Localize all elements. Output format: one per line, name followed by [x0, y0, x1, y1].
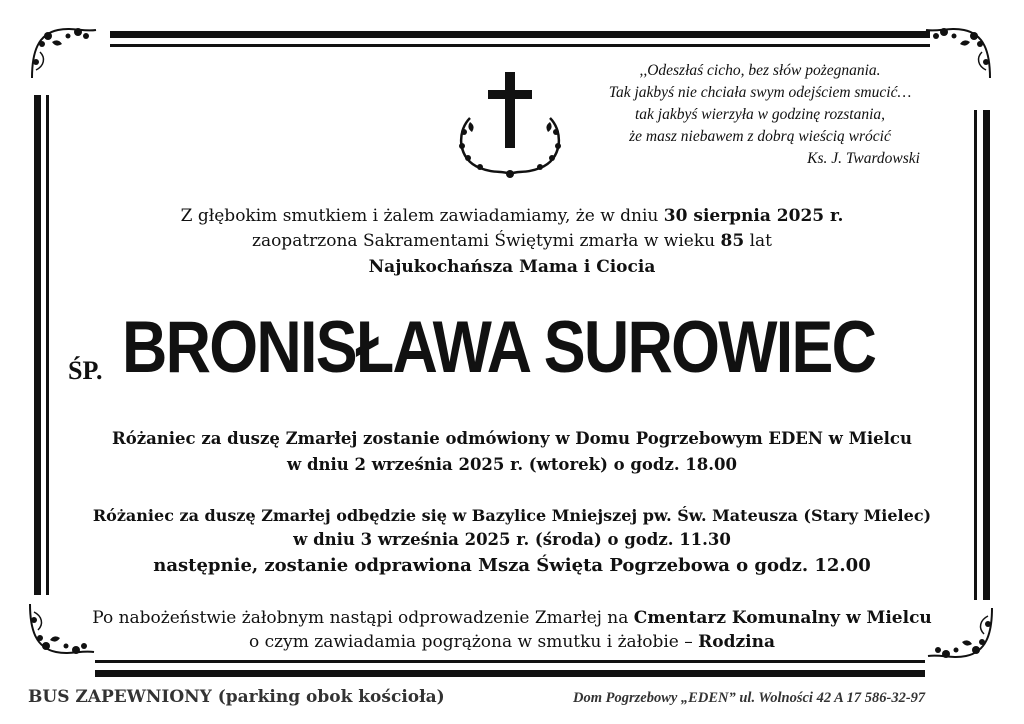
frame-right-thin	[974, 110, 977, 600]
poem-line: że masz niebawem z dobrą wieścią wrócić	[629, 128, 891, 145]
poem	[560, 60, 960, 170]
intro-text: zaopatrzona Sakramentami Świętymi zmarła w wieku	[251, 231, 721, 251]
frame-bottom-thin	[95, 660, 925, 663]
closing-line-1	[0, 606, 1024, 630]
intro-line-2	[0, 229, 1024, 253]
name-prefix: ŚP.	[68, 356, 103, 385]
poem-line: tak jakbyś wierzyła w godzinę rozstania,	[635, 106, 885, 123]
family: Rodzina	[698, 632, 775, 652]
intro-line-1	[0, 204, 1024, 228]
cross-icon	[450, 70, 570, 182]
frame-bottom-thick	[95, 670, 925, 677]
frame-top-thin	[110, 44, 930, 47]
frame-top-thick	[110, 31, 930, 38]
poem-line: Tak jakbyś nie chciała swym odejściem smucić…	[608, 84, 912, 101]
floral-corner-ornament	[28, 22, 98, 82]
death-date: 30 sierpnia 2025 r.	[663, 206, 844, 226]
frame-right-thick	[983, 110, 990, 600]
funeral-home-info: Dom Pogrzebowy „EDEN” ul. Wolności 42 A 17 586-32-97	[573, 690, 926, 706]
rosary1-line-2: w dniu 2 września 2025 r. (wtorek) o godz. 18.00	[287, 455, 737, 474]
rosary2-line-3: następnie, zostanie odprawiona Msza Święta Pogrzebowa o godz. 12.00	[153, 555, 871, 576]
poem-author: Ks. J. Twardowski	[807, 150, 920, 167]
closing-line-2	[0, 630, 1024, 654]
intro-text: Z głębokim smutkiem i żalem zawiadamiamy, że w dniu	[180, 206, 664, 226]
intro-text: lat	[744, 231, 772, 251]
closing-text: o czym zawiadamia pogrążona w smutku i żałobie –	[249, 632, 699, 652]
rosary1-line-1: Różaniec za duszę Zmarłej zostanie odmówiony w Domu Pogrzebowym EDEN w Mielcu	[112, 429, 912, 448]
bus-info: BUS ZAPEWNIONY (parking obok kościoła)	[28, 687, 445, 707]
rosary2-line-1: Różaniec za duszę Zmarłej odbędzie się w Bazylice Mniejszej pw. Św. Mateusza (Stary Mielec)	[92, 506, 932, 525]
relation-line: Najukochańsza Mama i Ciocia	[368, 257, 656, 277]
poem-line: ,,Odeszłaś cicho, bez słów pożegnania.	[639, 62, 881, 79]
age: 85	[720, 231, 745, 251]
cemetery: Cmentarz Komunalny w Mielcu	[633, 608, 932, 628]
closing-text: Po nabożeństwie żałobnym nastąpi odprowadzenie Zmarłej na	[92, 608, 634, 628]
rosary2-line-2: w dniu 3 września 2025 r. (środa) o godz. 11.30	[293, 530, 731, 549]
deceased-name: BRONISŁAWA SUROWIEC	[122, 307, 876, 388]
